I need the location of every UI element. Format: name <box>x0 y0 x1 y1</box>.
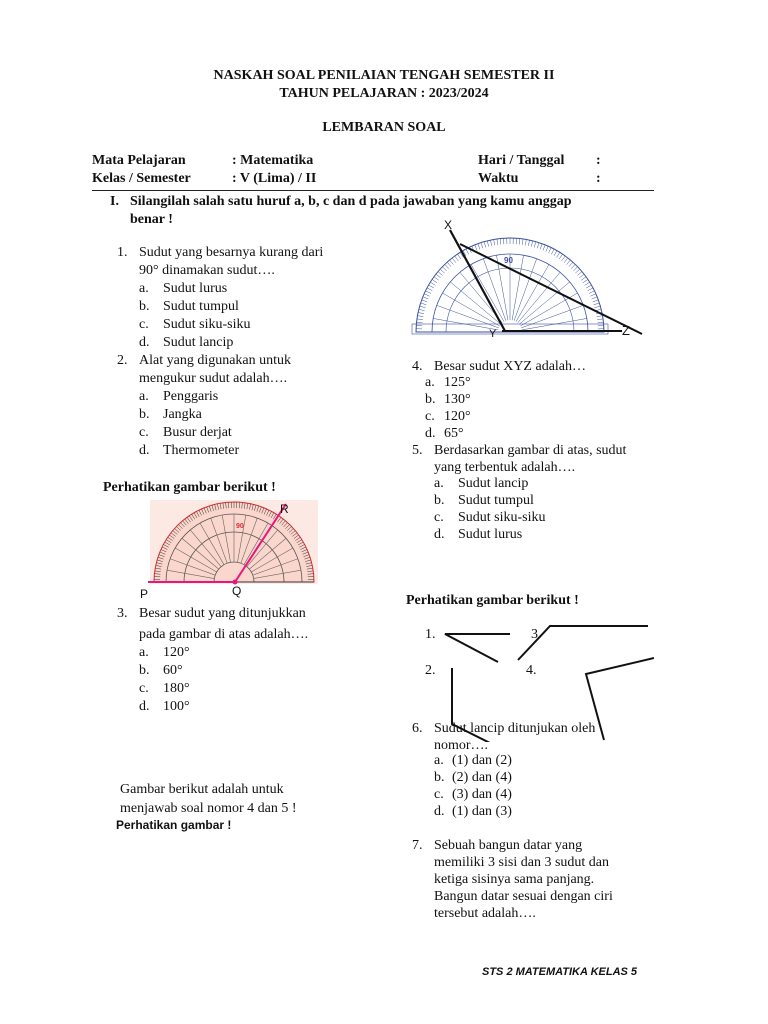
q3-option-letter: d. <box>139 699 150 714</box>
q7-text-line-5: tersebut adalah…. <box>434 906 536 921</box>
q7-text-line-2: memiliki 3 sisi dan 3 sudut dan <box>434 855 609 870</box>
q1-option-letter: c. <box>139 317 149 332</box>
q4-option-a[interactable]: 125° <box>444 375 471 390</box>
q5-text-line-2: yang terbentuk adalah…. <box>434 460 576 475</box>
label-p: P <box>140 587 149 601</box>
q4-text-line-1: Besar sudut XYZ adalah… <box>434 359 587 374</box>
q6-option-letter: b. <box>434 770 445 785</box>
label-y: Y <box>489 328 497 340</box>
q6-option-d[interactable]: (1) dan (3) <box>452 804 512 819</box>
q5-option-a[interactable]: Sudut lancip <box>458 476 529 491</box>
exam-title: NASKAH SOAL PENILAIAN TENGAH SEMESTER II <box>213 68 555 83</box>
q6-option-a[interactable]: (1) dan (2) <box>452 753 512 768</box>
q5-options <box>434 475 546 543</box>
page-footer: STS 2 MATEMATIKA KELAS 5 <box>482 966 638 978</box>
passage-line-2: menjawab soal nomor 4 dan 5 ! <box>120 801 297 816</box>
sheet-title: LEMBARAN SOAL <box>322 120 446 135</box>
academic-year: TAHUN PELAJARAN : 2023/2024 <box>279 86 489 101</box>
protractor-xyz-figure <box>410 218 650 344</box>
q4-option-letter: a. <box>425 375 435 390</box>
q6-text-line-1: Sudut lancip ditunjukan oleh <box>434 721 596 736</box>
q6-option-c[interactable]: (3) dan (4) <box>452 787 512 802</box>
q5-text-line-1: Berdasarkan gambar di atas, sudut <box>434 443 627 458</box>
q3-option-b[interactable]: 60° <box>163 663 183 678</box>
angle-number-2: 2. <box>425 663 436 678</box>
header-divider <box>92 190 654 191</box>
q5-number: 5. <box>412 443 423 458</box>
q3-option-c[interactable]: 180° <box>163 681 190 696</box>
q5-option-letter: c. <box>434 510 444 525</box>
q1-option-letter: b. <box>139 299 150 314</box>
q1-number: 1. <box>117 245 128 260</box>
q7-text-line-4: Bangun datar sesuai dengan ciri <box>434 889 613 904</box>
label-x: X <box>444 218 453 232</box>
q4-option-c[interactable]: 120° <box>444 409 471 424</box>
q6-option-letter: a. <box>434 753 444 768</box>
look-picture-note-1: Perhatikan gambar berikut ! <box>103 480 276 495</box>
q4-option-letter: d. <box>425 426 436 441</box>
q2-option-d[interactable]: Thermometer <box>163 443 240 458</box>
q2-number: 2. <box>117 353 128 368</box>
q2-text-line-1: Alat yang digunakan untuk <box>139 353 292 368</box>
class-value: : V (Lima) / II <box>232 171 317 186</box>
q4-option-letter: b. <box>425 392 436 407</box>
q2-text-line-2: mengukur sudut adalah…. <box>139 371 288 386</box>
q3-option-letter: a. <box>139 645 149 660</box>
q1-text-line-1: Sudut yang besarnya kurang dari <box>139 245 324 260</box>
q2-option-letter: d. <box>139 443 150 458</box>
q3-text-line-1: Besar sudut yang ditunjukkan <box>139 606 306 621</box>
q3-option-a[interactable]: 120° <box>163 645 190 660</box>
q4-option-d[interactable]: 65° <box>444 426 464 441</box>
q3-option-d[interactable]: 100° <box>163 699 190 714</box>
protractor-90-label: 90 <box>236 523 244 530</box>
q4-option-letter: c. <box>425 409 435 424</box>
label-r: R <box>280 502 289 516</box>
angle-number-3: 3. <box>531 627 542 642</box>
q7-number: 7. <box>412 838 423 853</box>
day-value: : <box>596 153 601 168</box>
q5-option-c[interactable]: Sudut siku-siku <box>458 510 546 525</box>
q2-options <box>139 388 239 460</box>
q1-option-letter: d. <box>139 335 150 350</box>
angle-number-1: 1. <box>425 627 436 642</box>
q1-text-line-2: 90° dinamakan sudut…. <box>139 263 275 278</box>
instruction-line-1: Silangilah salah satu huruf a, b, c dan d pada jawaban yang kamu anggap <box>130 194 572 209</box>
q2-option-letter: b. <box>139 407 150 422</box>
label-z: Z <box>622 323 630 338</box>
q4-options <box>425 374 471 442</box>
q1-option-letter: a. <box>139 281 149 296</box>
day-label: Hari / Tanggal <box>478 153 565 168</box>
q5-option-letter: d. <box>434 527 445 542</box>
q3-option-letter: c. <box>139 681 149 696</box>
q3-options <box>139 644 190 716</box>
section-number: I. <box>110 194 119 209</box>
q1-options <box>139 280 251 352</box>
q1-option-c[interactable]: Sudut siku-siku <box>163 317 251 332</box>
class-label: Kelas / Semester <box>92 171 191 186</box>
subject-value: : Matematika <box>232 153 314 168</box>
q2-option-letter: c. <box>139 425 149 440</box>
q7-text-line-3: ketiga sisinya sama panjang. <box>434 872 595 887</box>
instruction-line-2: benar ! <box>130 212 173 227</box>
q6-options <box>434 752 512 820</box>
q7-text-line-1: Sebuah bangun datar yang <box>434 838 583 853</box>
angle-figure-4 <box>586 658 654 740</box>
passage-line-1: Gambar berikut adalah untuk <box>120 782 284 797</box>
q6-option-b[interactable]: (2) dan (4) <box>452 770 512 785</box>
q1-option-d[interactable]: Sudut lancip <box>163 335 234 350</box>
time-label: Waktu <box>478 171 519 186</box>
q3-option-letter: b. <box>139 663 150 678</box>
angle-figure-1 <box>445 634 510 662</box>
q2-option-c[interactable]: Busur derjat <box>163 425 232 440</box>
q6-option-letter: c. <box>434 787 444 802</box>
q5-option-b[interactable]: Sudut tumpul <box>458 493 534 508</box>
look-picture-note-3: Perhatikan gambar ! <box>116 818 232 832</box>
label-q: Q <box>232 584 242 598</box>
subject-label: Mata Pelajaran <box>92 153 186 168</box>
q4-number: 4. <box>412 359 423 374</box>
protractor-90-label: 90 <box>504 256 513 265</box>
q1-option-a[interactable]: Sudut lurus <box>163 281 228 296</box>
q1-option-b[interactable]: Sudut tumpul <box>163 299 239 314</box>
q5-option-letter: a. <box>434 476 444 491</box>
q5-option-d[interactable]: Sudut lurus <box>458 527 523 542</box>
q2-option-letter: a. <box>139 389 149 404</box>
q2-option-b[interactable]: Jangka <box>163 407 202 422</box>
q3-number: 3. <box>117 606 128 621</box>
q6-option-letter: d. <box>434 804 445 819</box>
q6-number: 6. <box>412 721 423 736</box>
q3-text-line-2: pada gambar di atas adalah…. <box>139 627 309 642</box>
angle-figure-3 <box>518 626 648 660</box>
angle-number-4: 4. <box>526 663 537 678</box>
time-value: : <box>596 171 601 186</box>
q5-option-letter: b. <box>434 493 445 508</box>
q4-option-b[interactable]: 130° <box>444 392 471 407</box>
q6-text-line-2: nomor…. <box>434 738 489 753</box>
q2-option-a[interactable]: Penggaris <box>163 389 219 404</box>
look-picture-note-2: Perhatikan gambar berikut ! <box>406 593 579 608</box>
